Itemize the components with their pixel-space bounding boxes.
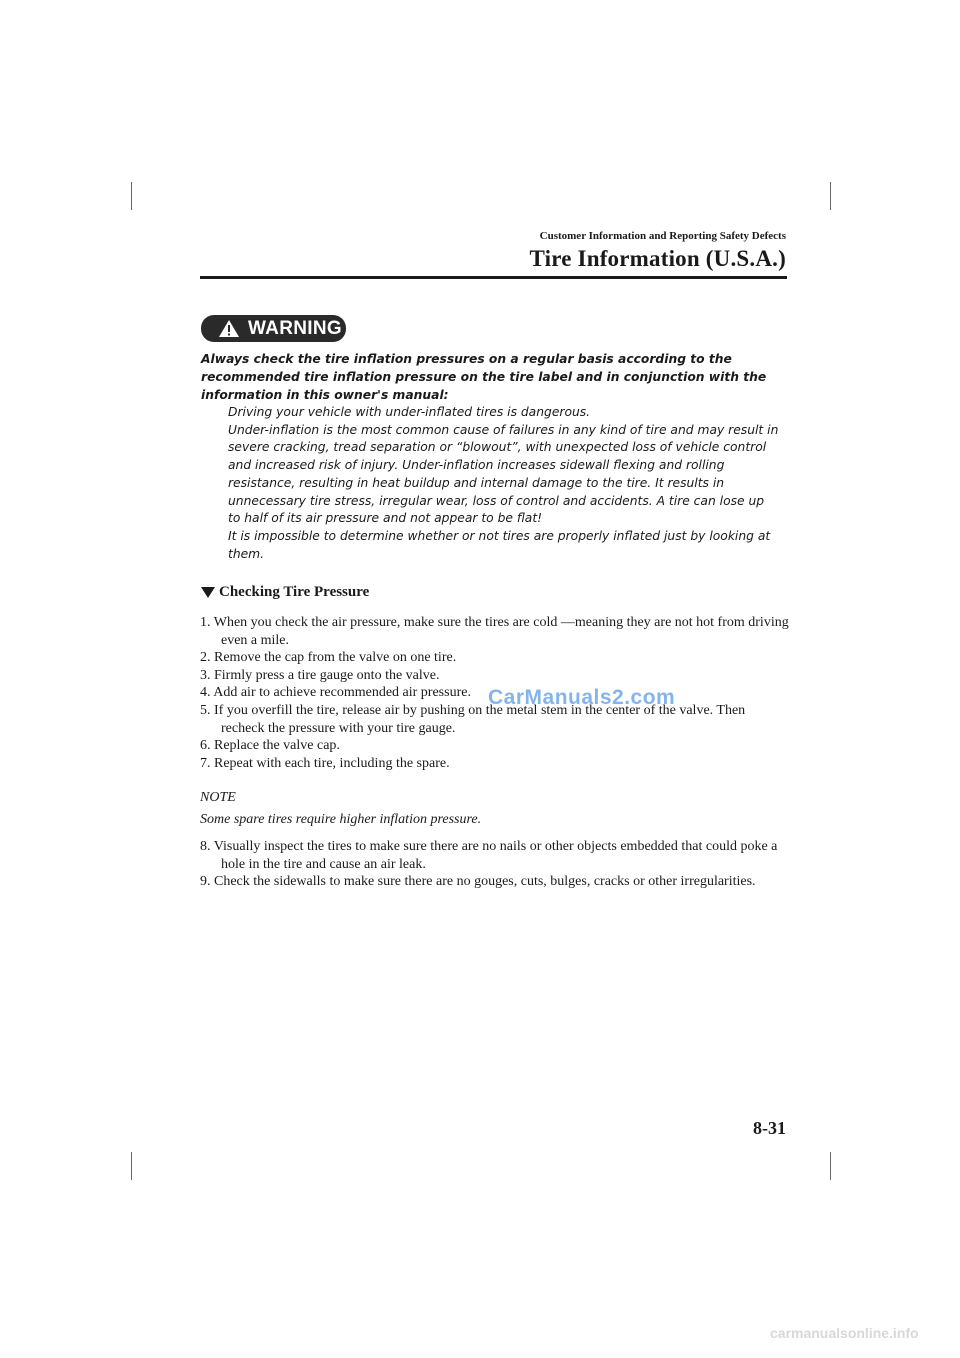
list-item: 3. Firmly press a tire gauge onto the valve. [200,667,440,683]
warning-bullet-list [228,404,780,563]
footer-watermark: carmanualsonline.info [770,1325,919,1341]
warning-badge [201,315,346,342]
list-item: 2. Remove the cap from the valve on one tire. [200,650,457,666]
steps-list-continued [200,838,790,891]
list-item: 5. If you overfill the tire, release air by pushing on the metal stem in the center of the valve. Then recheck the pressure with your tire gauge. [200,702,746,736]
list-item: 8. Visually inspect the tires to make sure there are no nails or other objects embedded that could poke a hole in the tire and cause an air leak. [200,839,778,872]
warning-bullet: It is impossible to determine whether or not tires are properly inflated just by looking at them. [228,528,771,561]
note-text: Some spare tires require higher inflation pressure. [200,812,482,827]
crop-mark [131,182,132,210]
page-number: 8-31 [753,1118,786,1138]
subsection-title: Checking Tire Pressure [219,584,370,600]
note-label: NOTE [200,790,236,805]
warning-lead-text: Always check the tire inflation pressures on a regular basis according to the recommended tire inflation pressure on the tire label and in conjunction with the information in this owner's manual: [201,352,767,402]
warning-bullet: Driving your vehicle with under-inflated tires is dangerous. [228,405,591,419]
warning-label: WARNING [248,317,342,339]
header-rule [200,276,787,279]
chapter-title: Tire Information (U.S.A.) [529,246,786,271]
subsection-heading [200,584,369,601]
crop-mark [131,1152,132,1180]
warning-triangle-icon [218,319,240,338]
page-header [200,230,786,272]
triangle-down-icon [200,586,216,599]
section-title: Customer Information and Reporting Safety Defects [539,230,786,242]
list-item: 4. Add air to achieve recommended air pressure. [200,685,471,701]
list-item: 1. When you check the air pressure, make sure the tires are cold —meaning they are not hot from driving even a mile. [200,615,789,648]
list-item: 9. Check the sidewalls to make sure there are no gouges, cuts, bulges, cracks or other irregularities. [200,874,756,890]
warning-bullet: Under-inflation is the most common cause of failures in any kind of tire and may result in severe cracking, tread separation or “blowout”, with unexpected loss of vehicle control and increased risk of injury. Under-inflation increases sidewall flexing and rolling resistance, resulting in heat buildup and internal damage to the tire. It results in unnecessary tire stress, irregular wear, loss of control and accidents. A tire can lose up to half of its air pressure and not appear to be flat! [228,422,779,526]
crop-mark [830,1152,831,1180]
list-item: 6. Replace the valve cap. [200,738,340,754]
crop-mark [830,182,831,210]
watermark: CarManuals2.com [488,686,676,709]
list-item: 7. Repeat with each tire, including the spare. [200,755,450,771]
